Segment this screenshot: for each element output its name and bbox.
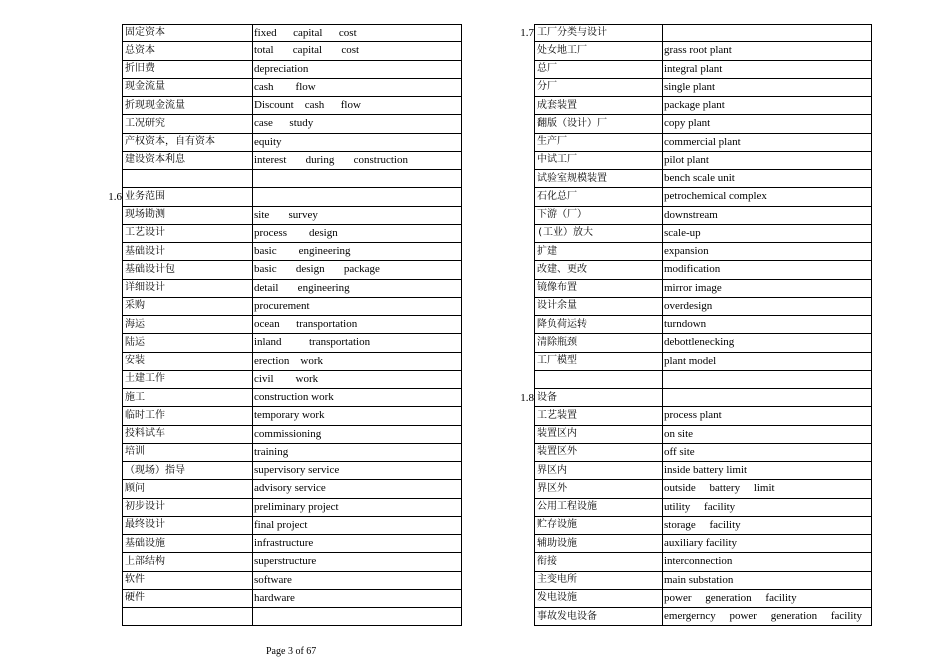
chinese-term-cell: 初步设计 [122,499,252,517]
section-number: 1.8 [520,391,534,404]
chinese-term-cell: 折旧费 [122,61,252,79]
english-term-cell: petrochemical complex [662,188,872,206]
right-glossary-table [500,24,872,626]
table-row [88,499,462,517]
table-row [88,243,462,261]
chinese-term-cell: 陆运 [122,334,252,352]
table-row [88,572,462,590]
table-row [88,444,462,462]
english-term-cell: final project [252,517,462,535]
section-number: 1.7 [520,26,534,39]
table-row [500,207,872,225]
chinese-term-cell: 临时工作 [122,407,252,425]
chinese-term-cell: 工厂分类与设计 [534,24,662,42]
table-row [500,24,872,42]
table-row [500,462,872,480]
english-term-cell: integral plant [662,61,872,79]
table-row [500,535,872,553]
table-row [500,42,872,60]
chinese-term-cell: 总资本 [122,42,252,60]
table-row [500,280,872,298]
english-term-cell [662,24,872,42]
chinese-term-cell: 界区外 [534,480,662,498]
table-row [88,334,462,352]
chinese-term-cell: 建设资本利息 [122,152,252,170]
english-term-cell: civil work [252,371,462,389]
table-row [88,280,462,298]
table-row [88,97,462,115]
english-term-cell: basic engineering [252,243,462,261]
english-term-cell: single plant [662,79,872,97]
english-term-cell: infrastructure [252,535,462,553]
chinese-term-cell: 硬件 [122,590,252,608]
chinese-term-cell: 详细设计 [122,280,252,298]
english-term-cell [662,371,872,389]
table-row [88,517,462,535]
chinese-term-cell: 贮存设施 [534,517,662,535]
chinese-term-cell: 公用工程设施 [534,499,662,517]
english-term-cell: total capital cost [252,42,462,60]
english-term-cell: superstructure [252,553,462,571]
english-term-cell: pilot plant [662,152,872,170]
page-footer: Page 3 of 67 [266,646,317,657]
chinese-term-cell: 施工 [122,389,252,407]
english-term-cell: software [252,572,462,590]
english-term-cell: storage facility [662,517,872,535]
chinese-term-cell: 基础设计包 [122,261,252,279]
english-term-cell: expansion [662,243,872,261]
chinese-term-cell: 顾问 [122,480,252,498]
english-term-cell [252,188,462,206]
english-term-cell: mirror image [662,280,872,298]
table-row [88,462,462,480]
chinese-term-cell: 产权资本，自有资本 [122,134,252,152]
english-term-cell: grass root plant [662,42,872,60]
table-row [88,480,462,498]
section-number: 1.6 [108,190,122,203]
table-row [500,572,872,590]
table-row [500,517,872,535]
english-term-cell: bench scale unit [662,170,872,188]
table-row [88,426,462,444]
english-term-cell: inland transportation [252,334,462,352]
chinese-term-cell: 采购 [122,298,252,316]
english-term-cell: auxiliary facility [662,535,872,553]
table-row [88,353,462,371]
table-row [500,590,872,608]
chinese-term-cell: 折现现金流量 [122,97,252,115]
english-term-cell: on site [662,426,872,444]
chinese-term-cell [122,608,252,626]
table-row [88,79,462,97]
english-term-cell: basic design package [252,261,462,279]
table-row [500,152,872,170]
chinese-term-cell: 上部结构 [122,553,252,571]
english-term-cell: detail engineering [252,280,462,298]
table-row [88,590,462,608]
chinese-term-cell: （现场）指导 [122,462,252,480]
english-term-cell: ocean transportation [252,316,462,334]
table-row [500,61,872,79]
chinese-term-cell [122,170,252,188]
chinese-term-cell: 试验室规模装置 [534,170,662,188]
chinese-term-cell: 设备 [534,389,662,407]
english-term-cell: construction work [252,389,462,407]
table-row [88,553,462,571]
english-term-cell: procurement [252,298,462,316]
chinese-term-cell: 工厂模型 [534,353,662,371]
table-row [500,188,872,206]
table-row [500,79,872,97]
table-row [88,152,462,170]
chinese-term-cell: 装置区外 [534,444,662,462]
chinese-term-cell: 石化总厂 [534,188,662,206]
english-term-cell: downstream [662,207,872,225]
chinese-term-cell: 发电设施 [534,590,662,608]
table-row [88,115,462,133]
english-term-cell: utility facility [662,499,872,517]
chinese-term-cell: 主变电所 [534,572,662,590]
english-term-cell: package plant [662,97,872,115]
chinese-term-cell: 土建工作 [122,371,252,389]
table-row [88,371,462,389]
english-term-cell: interconnection [662,553,872,571]
english-term-cell: cash flow [252,79,462,97]
english-term-cell: turndown [662,316,872,334]
table-row [500,97,872,115]
table-row [500,389,872,407]
chinese-term-cell: 中试工厂 [534,152,662,170]
table-row [88,261,462,279]
chinese-term-cell: 分厂 [534,79,662,97]
chinese-term-cell: 装置区内 [534,426,662,444]
table-row [88,61,462,79]
chinese-term-cell: 现场勘测 [122,207,252,225]
english-term-cell: supervisory service [252,462,462,480]
english-term-cell [662,389,872,407]
table-row [88,170,462,188]
chinese-term-cell: 最终设计 [122,517,252,535]
english-term-cell: outside battery limit [662,480,872,498]
english-term-cell: equity [252,134,462,152]
chinese-term-cell: 界区内 [534,462,662,480]
chinese-term-cell: 辅助设施 [534,535,662,553]
chinese-term-cell: 工艺设计 [122,225,252,243]
table-row [500,371,872,389]
chinese-term-cell: 清除瓶颈 [534,334,662,352]
chinese-term-cell: 业务范围 [122,188,252,206]
table-row [88,207,462,225]
chinese-term-cell: 软件 [122,572,252,590]
table-row [500,316,872,334]
english-term-cell: advisory service [252,480,462,498]
table-row [88,225,462,243]
chinese-term-cell: 设计余量 [534,298,662,316]
english-term-cell: interest during construction [252,152,462,170]
english-term-cell: training [252,444,462,462]
english-term-cell: temporary work [252,407,462,425]
english-term-cell: modification [662,261,872,279]
chinese-term-cell: 镜像布置 [534,280,662,298]
english-term-cell: power generation facility [662,590,872,608]
chinese-term-cell: 培训 [122,444,252,462]
chinese-term-cell: 总厂 [534,61,662,79]
chinese-term-cell: 现金流量 [122,79,252,97]
english-term-cell: Discount cash flow [252,97,462,115]
chinese-term-cell: 安装 [122,353,252,371]
table-row [88,316,462,334]
table-row [88,42,462,60]
english-term-cell: plant model [662,353,872,371]
english-term-cell: copy plant [662,115,872,133]
table-row [500,115,872,133]
table-row [88,188,462,206]
table-row [88,407,462,425]
table-row [500,261,872,279]
chinese-term-cell: 生产厂 [534,134,662,152]
chinese-term-cell: 工况研究 [122,115,252,133]
table-row [500,243,872,261]
english-term-cell [252,170,462,188]
table-row [500,407,872,425]
table-row [88,134,462,152]
table-row [500,608,872,626]
chinese-term-cell: 改建、更改 [534,261,662,279]
chinese-term-cell: 海运 [122,316,252,334]
english-term-cell: commercial plant [662,134,872,152]
english-term-cell: erection work [252,353,462,371]
table-row [88,298,462,316]
left-glossary-table [88,24,462,626]
english-term-cell: scale-up [662,225,872,243]
table-row [88,24,462,42]
chinese-term-cell: 扩建 [534,243,662,261]
english-term-cell: process design [252,225,462,243]
table-row [500,480,872,498]
english-term-cell: case study [252,115,462,133]
table-row [500,426,872,444]
chinese-term-cell: 下游（厂） [534,207,662,225]
chinese-term-cell: 成套装置 [534,97,662,115]
table-row [500,334,872,352]
chinese-term-cell: 投料试车 [122,426,252,444]
table-row [88,389,462,407]
chinese-term-cell: 基础设施 [122,535,252,553]
table-row [500,353,872,371]
chinese-term-cell: 翻版（设计）厂 [534,115,662,133]
table-row [500,134,872,152]
english-term-cell: hardware [252,590,462,608]
chinese-term-cell: 固定资本 [122,24,252,42]
chinese-term-cell: 处女地工厂 [534,42,662,60]
english-term-cell: debottlenecking [662,334,872,352]
english-term-cell: emergerncy power generation facility [662,608,872,626]
chinese-term-cell: 衔接 [534,553,662,571]
chinese-term-cell: 降负荷运转 [534,316,662,334]
english-term-cell: preliminary project [252,499,462,517]
english-term-cell: overdesign [662,298,872,316]
table-row [88,535,462,553]
table-row [500,444,872,462]
english-term-cell: depreciation [252,61,462,79]
english-term-cell: inside battery limit [662,462,872,480]
chinese-term-cell: (工业）放大 [534,225,662,243]
chinese-term-cell: 基础设计 [122,243,252,261]
table-row [500,298,872,316]
chinese-term-cell: 工艺装置 [534,407,662,425]
table-row [500,225,872,243]
english-term-cell: commissioning [252,426,462,444]
chinese-term-cell [534,371,662,389]
table-row [500,553,872,571]
english-term-cell: off site [662,444,872,462]
table-row [500,170,872,188]
english-term-cell: fixed capital cost [252,24,462,42]
chinese-term-cell: 事故发电设备 [534,608,662,626]
table-row [500,499,872,517]
english-term-cell [252,608,462,626]
english-term-cell: site survey [252,207,462,225]
english-term-cell: process plant [662,407,872,425]
english-term-cell: main substation [662,572,872,590]
table-row [88,608,462,626]
